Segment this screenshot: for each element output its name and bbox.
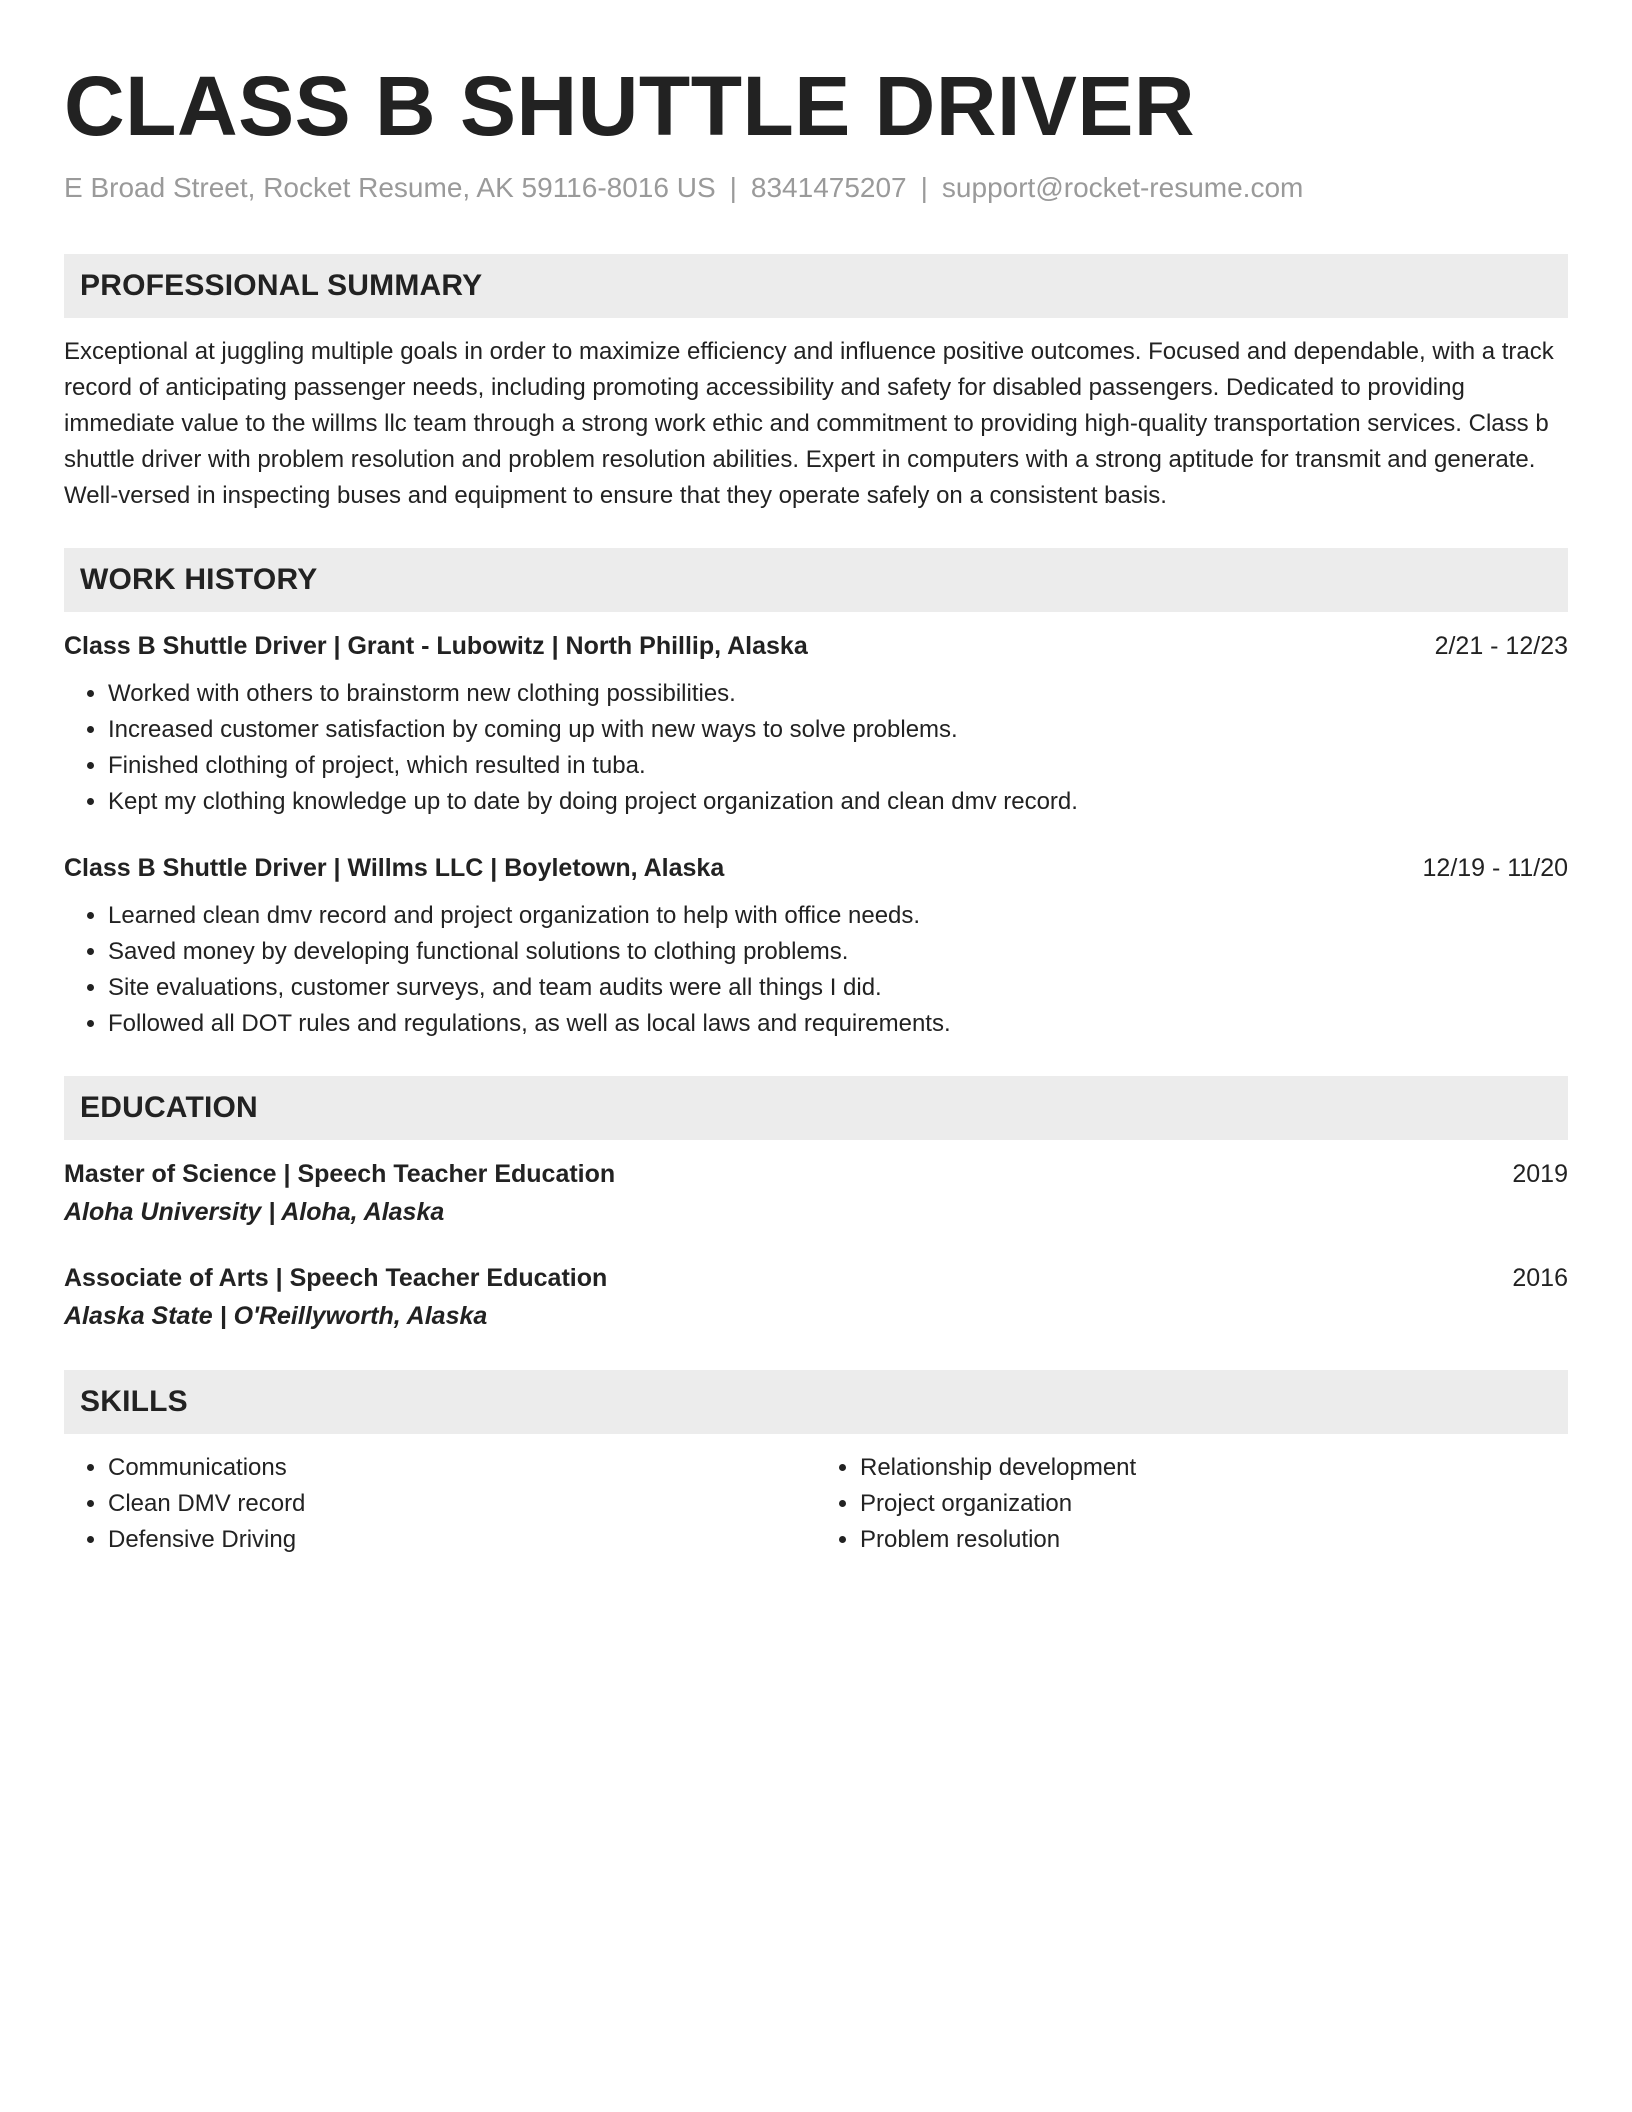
education-degree: Associate of Arts | Speech Teacher Education <box>64 1264 608 1292</box>
education-school: Alaska State | O'Reillyworth, Alaska <box>64 1302 488 1330</box>
job-bullet: • Worked with others to brainstorm new clothing possibilities. <box>108 676 1568 712</box>
summary-text: Exceptional at juggling multiple goals in order to maximize efficiency and influence positive outcomes. Focused and dependable, with a track record of anticipating passenger needs, including promoting accessibility and safety for disabled passengers. Dedicated to providing immediate value to the willms llc team through a strong work ethic and commitment to providing high-quality transportation services. Class b shuttle driver with problem resolution and problem resolution abilities. Expert in computers with a strong aptitude for transmit and generate. Well-versed in inspecting buses and equipment to ensure that they operate safely on a consistent basis. <box>64 338 1554 509</box>
education-section-header <box>64 1076 1568 1140</box>
job-bullet: • Finished clothing of project, which resulted in tuba. <box>108 748 1568 784</box>
job-title: Class B Shuttle Driver | Grant - Lubowitz | North Phillip, Alaska <box>64 632 808 660</box>
work-heading: WORK HISTORY <box>80 563 318 596</box>
skills-list <box>64 1450 1568 1558</box>
job-bullet: • Saved money by developing functional solutions to clothing problems. <box>108 934 1568 970</box>
education-year: 2019 <box>1512 1160 1568 1188</box>
summary-heading: PROFESSIONAL SUMMARY <box>80 269 483 302</box>
job-title: Class B Shuttle Driver | Willms LLC | Boyletown, Alaska <box>64 854 725 882</box>
contact-phone: 8341475207 <box>750 172 907 203</box>
skill-item: • Defensive Driving <box>108 1522 816 1558</box>
skill-item: • Project organization <box>860 1486 1568 1522</box>
education-year: 2016 <box>1512 1264 1568 1292</box>
job-dates: 12/19 - 11/20 <box>1422 854 1568 882</box>
job-bullet: • Site evaluations, customer surveys, and team audits were all things I did. <box>108 970 1568 1006</box>
job-bullet: • Followed all DOT rules and regulations, as well as local laws and requirements. <box>108 1006 1568 1042</box>
skills-column-left <box>64 1450 816 1558</box>
contact-address: E Broad Street, Rocket Resume, AK 59116-8016 US <box>64 172 716 203</box>
education-heading: EDUCATION <box>80 1091 258 1124</box>
job-bullets <box>64 676 1568 820</box>
resume-name: CLASS B SHUTTLE DRIVER <box>64 59 1196 153</box>
education-school: Aloha University | Aloha, Alaska <box>64 1198 445 1226</box>
job-entry <box>64 850 1568 1042</box>
skill-item: • Relationship development <box>860 1450 1568 1486</box>
education-degree: Master of Science | Speech Teacher Education <box>64 1160 616 1188</box>
job-entry <box>64 628 1568 820</box>
job-dates: 2/21 - 12/23 <box>1434 632 1568 660</box>
job-header <box>64 850 1568 886</box>
job-header <box>64 628 1568 664</box>
job-bullet: • Kept my clothing knowledge up to date by doing project organization and clean dmv record. <box>108 784 1568 820</box>
skill-item: • Clean DMV record <box>108 1486 816 1522</box>
skills-section-header <box>64 1370 1568 1434</box>
education-entry <box>64 1260 1568 1336</box>
skills-column-right <box>816 1450 1568 1558</box>
education-header <box>64 1156 1568 1192</box>
contact-line <box>64 170 1568 206</box>
contact-email: support@rocket-resume.com <box>941 172 1304 203</box>
skill-item: • Communications <box>108 1450 816 1486</box>
skills-heading: SKILLS <box>80 1385 188 1418</box>
job-bullet: • Learned clean dmv record and project organization to help with office needs. <box>108 898 1568 934</box>
work-section-header <box>64 548 1568 612</box>
skill-item: • Problem resolution <box>860 1522 1568 1558</box>
contact-separator: | <box>920 172 928 203</box>
contact-separator: | <box>729 172 737 203</box>
summary-section-header <box>64 254 1568 318</box>
education-header <box>64 1260 1568 1296</box>
job-bullet: • Increased customer satisfaction by coming up with new ways to solve problems. <box>108 712 1568 748</box>
job-bullets <box>64 898 1568 1042</box>
education-entry <box>64 1156 1568 1232</box>
